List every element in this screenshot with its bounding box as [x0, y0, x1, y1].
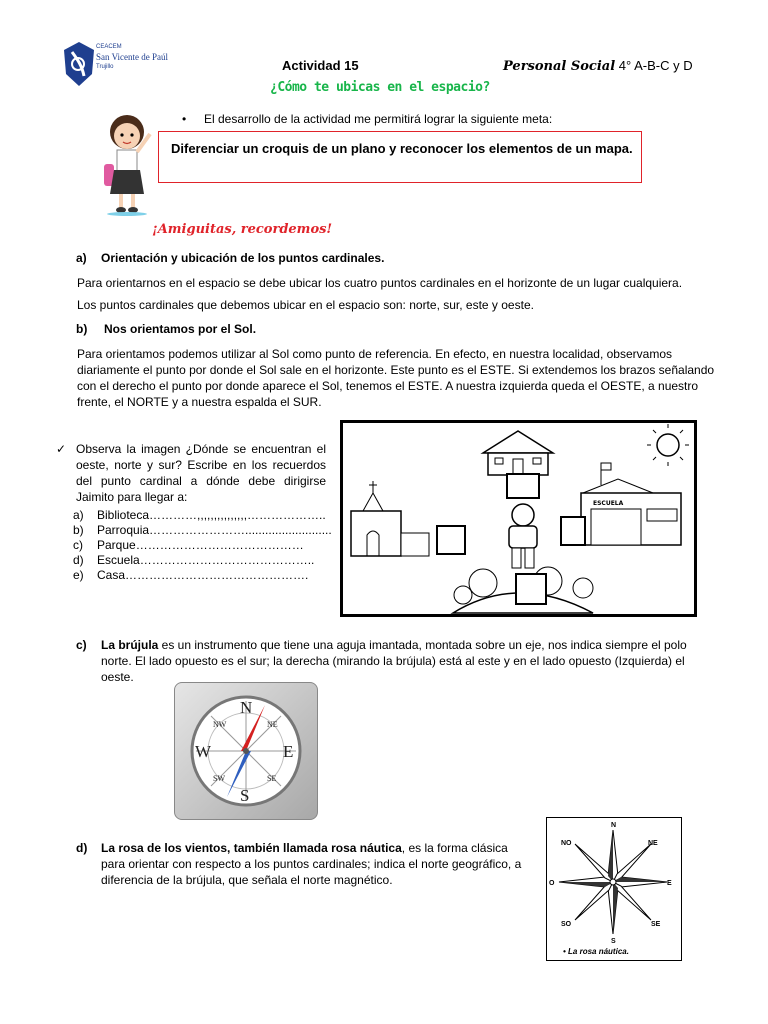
goal-box — [158, 131, 642, 183]
section-b-p1: Para orientamos podemos utilizar al Sol como punto de referencia. En efecto, en nuestra localidad, observamos diariamente el punto por donde el Sol sale en el horizonte. Este punto es el ESTE. Si extendemos los brazos señalando con el derecho el punto por donde aparece el Sol, tenemos el ESTE. A nuestra izquierda queda el OESTE, a nuestro frente, el NORTE y a nuestra espalda el SUR. — [77, 347, 715, 409]
compass-ne: NE — [267, 720, 278, 729]
logo-text-city: Trujillo — [96, 64, 114, 70]
list-item: e) Casa………………………………………. — [73, 568, 309, 582]
rose-no: NO — [561, 840, 572, 847]
compass-s: S — [240, 786, 250, 805]
section-a-letter: a) — [76, 251, 87, 265]
section-b-title: Nos orientamos por el Sol. — [104, 322, 257, 336]
compass-rose-image — [546, 817, 682, 961]
rose-s: S — [611, 938, 616, 945]
reminder-title: ¡Amiguitas, recordemos! — [152, 222, 333, 237]
main-question: ¿Cómo te ubicas en el espacio? — [270, 80, 490, 95]
logo-shield-icon — [62, 40, 96, 88]
compass-nw: NW — [213, 720, 227, 729]
answer-box-west[interactable] — [436, 525, 466, 555]
rose-n: N — [611, 822, 617, 829]
compass-image — [174, 682, 318, 820]
section-a-p2: Los puntos cardinales que debemos ubicar en el espacio son: norte, sur, este y oeste. — [77, 298, 534, 312]
answer-box-south[interactable] — [515, 573, 547, 605]
logo-text: San Vicente de Paúl — [96, 52, 169, 62]
section-d-text — [101, 840, 526, 888]
girl-illustration — [92, 112, 162, 216]
list-item: c) Parque…………………………………… — [73, 538, 304, 552]
school-logo — [62, 40, 169, 88]
compass-e: E — [283, 742, 294, 761]
section-a-p1: Para orientarnos en el espacio se debe ubicar los cuatro puntos cardinales en el horizonte de un lugar cualquiera. — [77, 276, 683, 290]
rose-caption: • La rosa náutica. — [563, 947, 629, 956]
section-d-body: , es la forma clásica para orientar con respecto a los puntos cardinales; indica el norte geográfico, a diferencia de la brújula, que señala el norte magnético. — [101, 841, 522, 887]
school-sign: ESCUELA — [593, 500, 624, 507]
rose-o: O — [549, 880, 555, 887]
subject-name: Personal Social — [503, 59, 616, 74]
subject-header — [503, 58, 693, 74]
check-icon: ✓ — [56, 442, 67, 456]
section-a-title: Orientación y ubicación de los puntos cardinales. — [101, 251, 385, 265]
rose-ne: NE — [648, 840, 658, 847]
section-b-letter: b) — [76, 322, 88, 336]
goal-intro: El desarrollo de la actividad me permitirá lograr la siguiente meta: — [204, 112, 553, 126]
section-c-bold: La brújula — [101, 638, 159, 652]
exercise-text: Observa la imagen ¿Dónde se encuentran el oeste, norte y sur? Escribe en los recuerdos del punto cardinal a dónde debe dirigirse Jaimito para llegar a: — [76, 442, 326, 504]
list-item: b) Parroquia…………………….......................... — [73, 523, 332, 537]
logo-text-small: CEACEM — [96, 44, 122, 50]
rose-se: SE — [651, 921, 661, 928]
rose-so: SO — [561, 921, 572, 928]
section-d-bold: La rosa de los vientos, también llamada rosa náutica — [101, 841, 402, 855]
goal-text: Diferenciar un croquis de un plano y reconocer los elementos de un mapa. — [171, 141, 633, 156]
answer-box-north[interactable] — [506, 473, 540, 499]
section-c-text — [101, 637, 715, 685]
section-c-letter: c) — [76, 638, 87, 652]
answer-box-east[interactable] — [560, 516, 586, 546]
compass-sw: SW — [213, 774, 225, 783]
exercise-list — [73, 508, 332, 583]
section-d-letter: d) — [76, 841, 88, 855]
compass-n: N — [240, 698, 253, 717]
list-item: a) Biblioteca…………,,,,,,,,,,,,,,,……………….. — [73, 508, 326, 522]
activity-title: Actividad 15 — [282, 58, 359, 73]
orientation-scene — [340, 420, 697, 617]
section-c-body: es un instrumento que tiene una aguja imantada, montada sobre un eje, nos indica siempre el polo norte. El lado opuesto es el sur; la derecha (mirando la brújula) está al este y en el lado opuesto (Izquierda) el oeste. — [101, 638, 687, 684]
compass-w: W — [195, 742, 212, 761]
grade-text: 4° A-B-C y D — [618, 58, 693, 73]
rose-e: E — [667, 880, 672, 887]
list-item: d) Escuela…………………………………….. — [73, 553, 315, 567]
goal-bullet: • — [182, 112, 187, 126]
compass-se: SE — [267, 774, 277, 783]
